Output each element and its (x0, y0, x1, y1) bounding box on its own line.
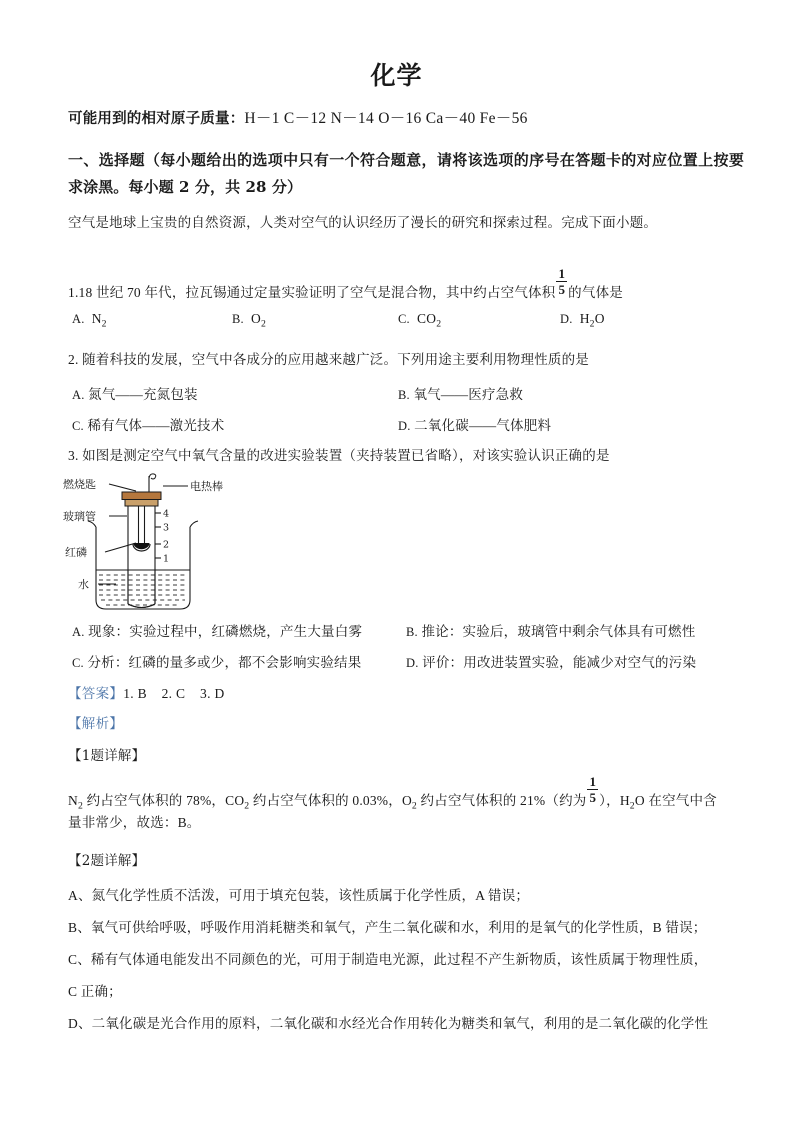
fraction-denominator: 5 (558, 282, 566, 298)
atomic-mass-values: H－1 C－12 N－14 O－16 Ca－40 Fe－56 (244, 110, 528, 127)
option-b-label: B. (398, 388, 410, 402)
option-b-text: 推论：实验后，玻璃管中剩余气体具有可燃性 (421, 624, 696, 639)
question-3-option-a[interactable] (72, 620, 362, 640)
option-d-text: 评价：用改进装置实验，能减少对空气的污染 (422, 655, 697, 670)
analysis-tag: 【解析】 (68, 716, 124, 732)
question-1-stem (68, 266, 758, 303)
option-d-label: D. (398, 419, 411, 433)
answer-block (68, 682, 225, 702)
question-1-text-after: 的气体是 (568, 285, 623, 301)
scale-mark-3: 3 (163, 522, 170, 534)
question-2-analysis-line-a: A、氮气化学性质不活泼，可用于填充包装，该性质属于化学性质，A 错误； (68, 888, 530, 903)
option-d-label: D. (560, 312, 573, 326)
scale-mark-1: 1 (163, 553, 170, 565)
option-b-label: B. (232, 312, 244, 326)
option-a-label: A. (72, 625, 85, 639)
analysis-q1-part-a: $N_2$ 约占空气体积的 78%，$CO_2$ 约占空气体积的 0.03%，$O_2$ 约占空气体积的 21%（约为 (68, 793, 587, 812)
fraction-denominator: 5 (589, 790, 597, 806)
question-1-number: 1. (68, 285, 79, 301)
question-2-text: 随着科技的发展，空气中各成分的应用越来越广泛。下列用途主要利用物理性质的是 (82, 352, 590, 367)
red-phosphorus-sample (134, 543, 150, 549)
option-c-label: C. (398, 312, 410, 326)
experiment-apparatus-diagram (62, 472, 322, 614)
analysis-q1-part-b: ），$H_2O$ 在空气中含 (599, 793, 717, 812)
page-title: 化学 (370, 61, 423, 90)
scale-mark-2: 2 (163, 539, 170, 551)
question-3-option-b[interactable] (406, 620, 695, 640)
option-a-label: A. (72, 388, 85, 402)
label-water: 水 (78, 578, 89, 591)
question-2-analysis-line-c: C、稀有气体通电能发出不同颜色的光，可用于制造电光源，此过程不产生新物质，该性质属于物理性质， (68, 952, 708, 967)
option-d-text: $H_2O$ (579, 311, 605, 330)
answer-item-1: 1. B (123, 686, 147, 701)
question-1-analysis-line-2: 量非常少，故选：B。 (68, 815, 201, 830)
option-a-text: 现象：实验过程中，红磷燃烧，产生大量白雾 (88, 624, 363, 639)
fraction-one-fifth (587, 775, 598, 804)
question-2-option-a[interactable] (72, 383, 198, 403)
option-c-text: 稀有气体——激光技术 (87, 418, 225, 433)
question-2-number: 2. (68, 352, 79, 367)
option-a-text: $N_2$ (91, 311, 107, 330)
scale-mark-4: 4 (163, 508, 170, 520)
label-combustion-spoon: 燃烧匙 (63, 478, 96, 491)
question-2-option-c[interactable] (72, 414, 224, 434)
answer-tag: 【答案】 (68, 686, 124, 702)
question-3-number: 3. (68, 448, 79, 463)
question-1-option-b[interactable] (232, 311, 266, 330)
option-c-label: C. (72, 419, 84, 433)
fraction-numerator: 1 (558, 266, 566, 282)
atomic-mass-label: 可能用到的相对原子质量： (68, 110, 245, 127)
option-b-text: $O_2$ (251, 311, 267, 330)
option-d-label: D. (406, 656, 419, 670)
atomic-mass-line (68, 108, 740, 130)
option-b-text: 氧气——医疗急救 (413, 387, 524, 402)
question-2-analysis-heading: 【2题详解】 (68, 853, 146, 869)
question-3-option-d[interactable] (406, 651, 696, 671)
passage-intro: 空气是地球上宝贵的自然资源，人类对空气的认识经历了漫长的研究和探索过程。完成下面小题。 (68, 215, 658, 230)
question-1-analysis-heading: 【1题详解】 (68, 748, 146, 764)
option-a-label: A. (72, 312, 85, 326)
option-c-text: 分析：红磷的量多或少，都不会影响实验结果 (87, 655, 362, 670)
answer-item-2: 2. C (161, 686, 186, 701)
label-red-phosphorus: 红磷 (65, 546, 87, 559)
question-1-option-c[interactable] (398, 311, 441, 330)
stopper-upper (122, 492, 161, 500)
option-a-text: 氮气——充氮包装 (88, 387, 198, 402)
option-d-text: 二氧化碳——气体肥料 (414, 418, 552, 433)
question-2-analysis-line-d: D、二氧化碳是光合作用的原料，二氧化碳和水经光合作用转化为糖类和氧气，利用的是二氧化碳的化学性 (68, 1016, 709, 1031)
scale-numbers (163, 509, 169, 565)
option-b-label: B. (406, 625, 418, 639)
question-2-analysis-line-b: B、氧气可供给呼吸，呼吸作用消耗糖类和氧气，产生二氧化碳和水，利用的是氧气的化学性质，B 错误； (68, 920, 707, 935)
question-1-option-d[interactable] (560, 311, 605, 330)
question-2-option-d[interactable] (398, 414, 551, 434)
fraction-numerator: 1 (589, 774, 597, 790)
option-c-label: C. (72, 656, 84, 670)
label-heating-rod: 电热棒 (190, 480, 223, 493)
fraction-one-fifth (556, 267, 567, 296)
question-3-stem (68, 445, 758, 466)
section-heading: 一、选择题（每小题给出的选项中只有一个符合题意，请将该选项的序号在答题卡的对应位置上按要求涂黑。每小题 2 分，共 28 分） (68, 151, 744, 196)
question-2-analysis-line-c-cont: C 正确； (68, 984, 122, 999)
question-3-text: 如图是测定空气中氧气含量的改进实验装置（夹持装置已省略），对该实验认识正确的是 (82, 448, 610, 463)
question-1-text-before: 18 世纪 70 年代，拉瓦锡通过定量实验证明了空气是混合物，其中约占空气体积 (78, 285, 556, 301)
question-2-stem (68, 349, 758, 370)
question-2-option-b[interactable] (398, 383, 523, 403)
question-3-option-c[interactable] (72, 651, 361, 671)
option-c-text: $CO_2$ (417, 311, 442, 330)
label-glass-tube: 玻璃管 (63, 510, 96, 523)
answer-item-3: 3. D (200, 686, 225, 701)
stopper-lower (125, 500, 158, 507)
question-1-option-a[interactable] (72, 311, 107, 330)
